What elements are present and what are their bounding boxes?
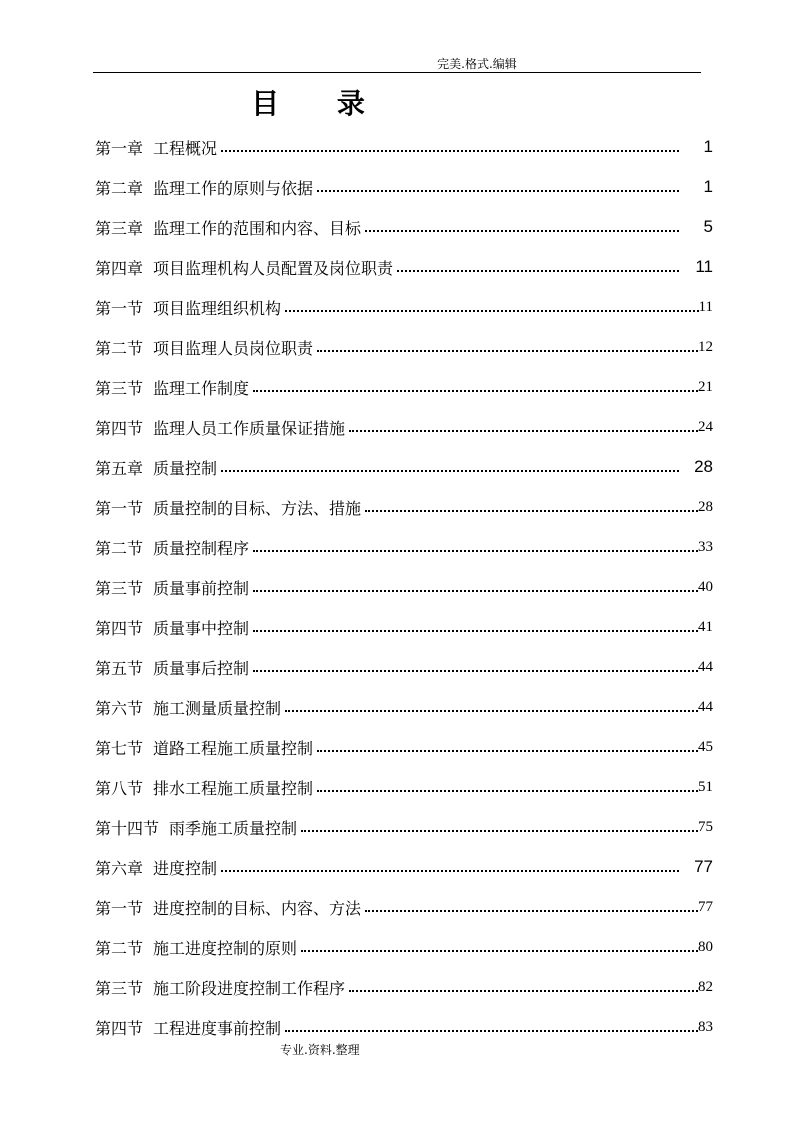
dot-leader <box>317 190 679 192</box>
toc-section-entry[interactable] <box>95 367 713 407</box>
toc-section-entry[interactable] <box>95 487 713 527</box>
toc-section-entry[interactable] <box>95 727 713 767</box>
dot-leader <box>285 310 699 312</box>
toc-entry-page-number: 12 <box>698 338 713 355</box>
toc-entry-number: 第十四节 <box>95 818 160 838</box>
toc-entry-number: 第一节 <box>95 898 144 918</box>
dot-leader <box>253 590 698 592</box>
toc-entry-page-number: 5 <box>703 217 713 236</box>
dot-leader <box>317 790 698 792</box>
toc-entry-number: 第五节 <box>95 658 144 678</box>
toc-entry-title: 监理工作的范围和内容、目标 <box>153 218 362 238</box>
toc-entry-number: 第六章 <box>95 858 144 878</box>
toc-entry-number: 第四节 <box>95 1018 144 1038</box>
toc-title: 目 录 <box>251 87 389 120</box>
toc-entry-number: 第二节 <box>95 538 144 558</box>
toc-entry-page-number: 24 <box>698 418 713 435</box>
toc-entry-title: 监理人员工作质量保证措施 <box>153 418 346 438</box>
toc-entry-number: 第一节 <box>95 298 144 318</box>
toc-section-entry[interactable] <box>95 647 713 687</box>
toc-chapter-entry[interactable] <box>95 207 713 247</box>
toc-entry-title: 进度控制 <box>153 858 218 878</box>
toc-chapter-entry[interactable] <box>95 247 713 287</box>
dot-leader <box>301 950 698 952</box>
toc-section-entry[interactable] <box>95 607 713 647</box>
toc-entry-page-number: 44 <box>698 698 713 715</box>
toc-entry-number: 第三节 <box>95 978 144 998</box>
toc-entry-title: 质量控制 <box>153 458 218 478</box>
toc-entry-number: 第五章 <box>95 458 144 478</box>
toc-entry-title: 项目监理组织机构 <box>153 298 282 318</box>
toc-section-entry[interactable] <box>95 527 713 567</box>
dot-leader <box>253 670 698 672</box>
toc-entry-title: 质量事前控制 <box>153 578 250 598</box>
toc-entry-number: 第一章 <box>95 138 144 158</box>
table-of-contents <box>95 127 713 1047</box>
toc-chapter-entry[interactable] <box>95 447 713 487</box>
toc-entry-title: 施工阶段进度控制工作程序 <box>153 978 346 998</box>
toc-entry-number: 第三节 <box>95 578 144 598</box>
toc-entry-page-number: 11 <box>698 298 713 315</box>
toc-entry-number: 第二章 <box>95 178 144 198</box>
page-header: 完美.格式.编辑 <box>437 57 517 71</box>
toc-entry-page-number: 77 <box>694 857 713 876</box>
toc-entry-page-number: 33 <box>698 538 713 555</box>
toc-entry-page-number: 28 <box>698 498 713 515</box>
dot-leader <box>349 430 698 432</box>
toc-section-entry[interactable] <box>95 767 713 807</box>
toc-entry-number: 第二节 <box>95 338 144 358</box>
toc-entry-title: 项目监理机构人员配置及岗位职责 <box>153 258 394 278</box>
dot-leader <box>365 510 698 512</box>
toc-entry-page-number: 44 <box>698 658 713 675</box>
toc-section-entry[interactable] <box>95 567 713 607</box>
dot-leader <box>285 710 698 712</box>
toc-entry-number: 第七节 <box>95 738 144 758</box>
toc-entry-page-number: 75 <box>698 818 713 835</box>
toc-entry-page-number: 51 <box>698 778 713 795</box>
toc-entry-page-number: 1 <box>703 177 713 196</box>
toc-section-entry[interactable] <box>95 287 713 327</box>
toc-entry-number: 第四节 <box>95 418 144 438</box>
dot-leader <box>365 910 698 912</box>
toc-entry-number: 第三章 <box>95 218 144 238</box>
toc-entry-page-number: 40 <box>698 578 713 595</box>
toc-chapter-entry[interactable] <box>95 127 713 167</box>
dot-leader <box>301 830 698 832</box>
toc-entry-title: 道路工程施工质量控制 <box>153 738 314 758</box>
toc-entry-number: 第八节 <box>95 778 144 798</box>
toc-section-entry[interactable] <box>95 1007 713 1047</box>
dot-leader <box>317 750 698 752</box>
toc-entry-page-number: 77 <box>698 898 713 915</box>
dot-leader <box>365 230 679 232</box>
toc-entry-page-number: 41 <box>698 618 713 635</box>
dot-leader <box>221 470 679 472</box>
toc-entry-page-number: 1 <box>703 137 713 156</box>
toc-entry-page-number: 11 <box>695 257 713 276</box>
toc-entry-title: 质量事中控制 <box>153 618 250 638</box>
toc-section-entry[interactable] <box>95 887 713 927</box>
dot-leader <box>317 350 698 352</box>
toc-section-entry[interactable] <box>95 967 713 1007</box>
toc-entry-number: 第三节 <box>95 378 144 398</box>
toc-entry-title: 施工测量质量控制 <box>153 698 282 718</box>
toc-entry-page-number: 82 <box>698 978 713 995</box>
toc-entry-number: 第一节 <box>95 498 144 518</box>
dot-leader <box>397 270 679 272</box>
dot-leader <box>221 870 679 872</box>
toc-entry-page-number: 21 <box>698 378 713 395</box>
dot-leader <box>221 150 679 152</box>
toc-entry-title: 质量控制程序 <box>153 538 250 558</box>
toc-section-entry[interactable] <box>95 327 713 367</box>
dot-leader <box>253 390 698 392</box>
toc-entry-title: 项目监理人员岗位职责 <box>153 338 314 358</box>
toc-entry-number: 第四节 <box>95 618 144 638</box>
toc-entry-title: 排水工程施工质量控制 <box>153 778 314 798</box>
toc-section-entry[interactable] <box>95 807 713 847</box>
toc-chapter-entry[interactable] <box>95 847 713 887</box>
toc-chapter-entry[interactable] <box>95 167 713 207</box>
toc-entry-title: 工程概况 <box>153 138 218 158</box>
toc-entry-number: 第四章 <box>95 258 144 278</box>
toc-entry-title: 工程进度事前控制 <box>153 1018 282 1038</box>
toc-entry-title: 施工进度控制的原则 <box>153 938 298 958</box>
toc-entry-title: 监理工作的原则与依据 <box>153 178 314 198</box>
dot-leader <box>253 550 698 552</box>
toc-section-entry[interactable] <box>95 687 713 727</box>
toc-entry-page-number: 28 <box>694 457 713 476</box>
page-footer: 专业.资料.整理 <box>280 1043 360 1057</box>
toc-entry-page-number: 45 <box>698 738 713 755</box>
toc-entry-number: 第六节 <box>95 698 144 718</box>
toc-entry-title: 质量事后控制 <box>153 658 250 678</box>
toc-section-entry[interactable] <box>95 927 713 967</box>
toc-entry-title: 进度控制的目标、内容、方法 <box>153 898 362 918</box>
dot-leader <box>349 990 698 992</box>
toc-entry-title: 监理工作制度 <box>153 378 250 398</box>
header-divider <box>93 72 701 73</box>
toc-section-entry[interactable] <box>95 407 713 447</box>
toc-entry-number: 第二节 <box>95 938 144 958</box>
toc-entry-page-number: 80 <box>698 938 713 955</box>
toc-entry-title: 质量控制的目标、方法、措施 <box>153 498 362 518</box>
dot-leader <box>285 1030 698 1032</box>
dot-leader <box>253 630 698 632</box>
toc-entry-page-number: 83 <box>698 1018 713 1035</box>
toc-entry-title: 雨季施工质量控制 <box>169 818 298 838</box>
